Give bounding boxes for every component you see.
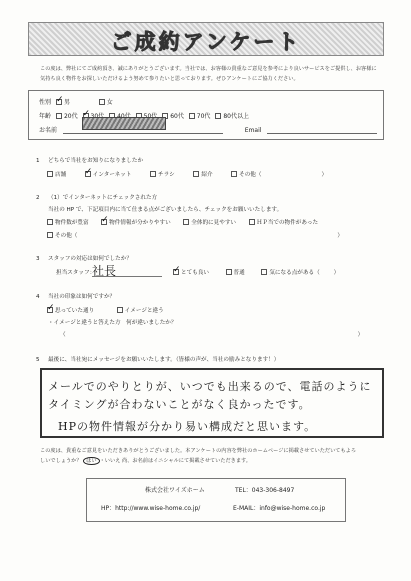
female-checkbox[interactable] xyxy=(99,99,105,105)
q4-text: 当社の印象は如何ですか？ xyxy=(48,294,116,300)
q2-text: （1）でインターネットにチェックされた方 xyxy=(48,195,158,201)
q2-other-row: その他（ ） xyxy=(44,231,343,239)
age-80-checkbox[interactable] xyxy=(215,113,221,119)
outro-line-2: しいでしょうか？ はい ・いいえ 尚、お名前はイニシャルにて掲載させていただきます。 xyxy=(40,458,251,464)
email-field[interactable] xyxy=(267,126,377,134)
q2-target-found-checkbox[interactable] xyxy=(249,219,255,225)
q1-referral-checkbox[interactable] xyxy=(193,171,199,177)
message-line-2: タイミングが合わないことがなく良かったです。 xyxy=(48,398,311,411)
q2-subtext: 当社の HP で、下記項目内に当て仕まる点がございましたら、チェックをお願いいたします。 xyxy=(48,207,283,213)
age-70-checkbox[interactable] xyxy=(189,113,195,119)
outro-text xyxy=(40,446,380,466)
company-info-box xyxy=(86,478,346,522)
message-box xyxy=(40,368,384,438)
staff-name-line xyxy=(92,276,162,277)
q4-subtext: ・イメージと違うと答えた方 何が違いましたか？ xyxy=(48,320,177,326)
q4-different-checkbox[interactable] xyxy=(117,307,123,313)
profile-box xyxy=(28,90,384,140)
email-label: Email xyxy=(244,127,262,134)
q2-options: 物件数が豊富 ✓ 物件情報が分かりやすい 全体的に見やすい ＨＰ当での物件があった xyxy=(44,218,318,226)
company-hp: HP：http://www.wise-home.co.jp/ xyxy=(101,505,201,512)
q5-text: 最後に、当社宛にメッセージをお願いいたします。（皆様の声が、当社の励みとなります！） xyxy=(48,357,280,363)
outro-line-1: この度は、貴重なご意見をいただきありがとうございました。本アンケートの内容を弊社のホームページに掲載させていただいてもよろ xyxy=(40,448,357,454)
q2-many-listings-checkbox[interactable] xyxy=(47,219,53,225)
q3-concern-checkbox[interactable] xyxy=(261,269,267,275)
company-email: E-MAIL：info@wise-home.co.jp xyxy=(233,505,326,512)
q1-internet-checkbox[interactable] xyxy=(85,171,91,177)
q1-store-checkbox[interactable] xyxy=(47,171,53,177)
q3-options: ✓ とても良い 普通 気になる点がある（ ） xyxy=(170,268,339,276)
title-banner xyxy=(28,22,384,56)
q1-flyer-checkbox[interactable] xyxy=(150,171,156,177)
q2-other-checkbox[interactable] xyxy=(47,232,53,238)
gender-label: 性別 xyxy=(39,99,52,106)
q3-staff-label: 担当スタッフ： xyxy=(56,270,96,276)
q3-text: スタッフの対応は如何でしたか？ xyxy=(48,256,132,262)
q1-text: どちらで当社をお知りになりましたか xyxy=(48,158,144,164)
q1-options: 店舗 ✓ インターネット チラシ 紹介 その他（ ） xyxy=(44,170,327,178)
male-label: 男 xyxy=(63,99,70,106)
age-70-label: 70代 xyxy=(196,113,211,120)
consent-yes[interactable]: はい xyxy=(83,457,99,465)
age-60-label: 60代 xyxy=(170,113,184,120)
page-title: ご成約アンケート xyxy=(110,30,302,54)
female-label: 女 xyxy=(106,99,113,106)
q2-easy-view-checkbox[interactable] xyxy=(183,219,189,225)
q2-question: 2 （1）でインターネットにチェックされた方 xyxy=(36,195,158,201)
gender-row xyxy=(39,97,113,106)
message-line-1: メールでのやりとりが、いつでも出来るので、電話のように xyxy=(48,380,372,393)
q3-staff-name: 社長 xyxy=(92,264,117,278)
q2-clear-info-checkbox[interactable] xyxy=(101,219,107,225)
age-20-label: 20代 xyxy=(63,113,78,120)
q4-answer-row: （ ） xyxy=(60,332,364,338)
q3-question: 3 スタッフの対応は如何でしたか？ xyxy=(36,256,132,262)
intro-text: この度は、弊社にてご成約頂き、誠にありがとうございます。当社では、お客様の貴重なご意見を参考により良いサービスをご提供し、お客様に気持ち良く物件をお探しいただけるよう努めて参りたいと思っております。ぜひアンケートにご協力ください。 xyxy=(40,66,377,82)
q4-question: 4 当社の印象は如何ですか？ xyxy=(36,294,116,300)
q4-options: ✓思っていた通り イメージと違う xyxy=(44,306,164,314)
q1-question: 1 どちらで当社をお知りになりましたか xyxy=(36,158,144,164)
male-checkbox[interactable] xyxy=(56,99,62,105)
age-label: 年齢 xyxy=(39,113,52,120)
q5-question: 5 最後に、当社宛にメッセージをお願いいたします。（皆様の声が、当社の励みとなります！） xyxy=(36,357,280,363)
q1-other-checkbox[interactable] xyxy=(231,171,237,177)
name-label: お名前 xyxy=(39,127,58,134)
message-line-3: HPの物件情報が分かり易い構成だと思います。 xyxy=(58,420,317,433)
q3-very-good-checkbox[interactable] xyxy=(173,269,179,275)
company-name: 株式会社ワイズホーム xyxy=(145,487,205,494)
company-tel: TEL：043-306-8497 xyxy=(235,487,295,494)
age-80-label: 80代以上 xyxy=(223,113,249,120)
consent-no[interactable]: いいえ xyxy=(104,458,121,464)
q3-normal-checkbox[interactable] xyxy=(226,269,232,275)
age-20-checkbox[interactable] xyxy=(56,113,62,119)
redacted-name xyxy=(82,117,166,130)
q4-as-expected-checkbox[interactable] xyxy=(47,307,53,313)
